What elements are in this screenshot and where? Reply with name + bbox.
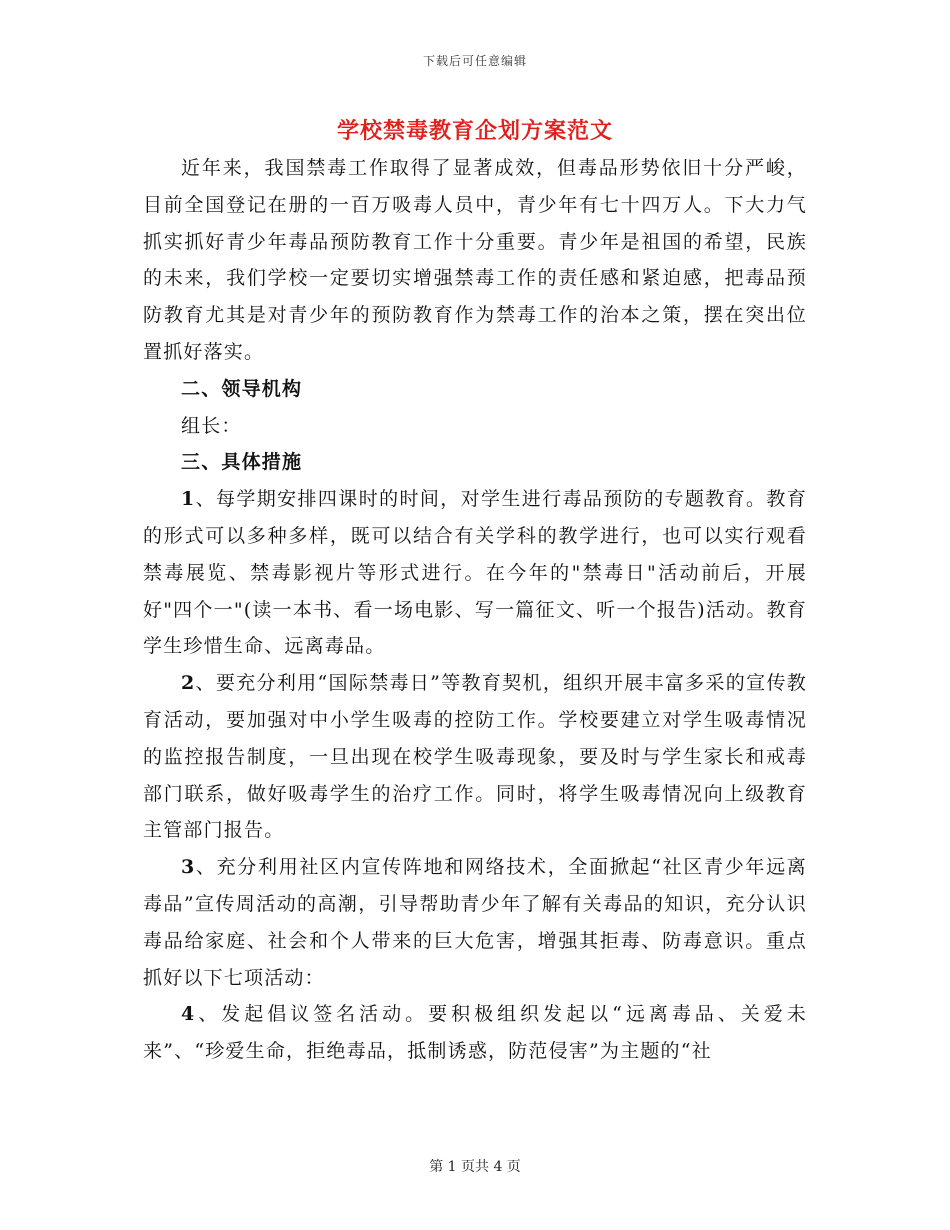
item-text: 、发起倡议签名活动。要积极组织发起以“远离毒品、关爱未来”、“珍爱生命，拒绝毒品，抵制诱惑，防范侵害”为主题的“社	[143, 1003, 807, 1063]
item-number: 3	[181, 856, 196, 879]
measure-item-2	[143, 665, 807, 849]
leader-line: 组长：	[181, 414, 242, 437]
document-body	[143, 150, 807, 1070]
item-number: 2	[181, 672, 196, 695]
item-text: 、充分利用社区内宣传阵地和网络技术，全面掀起“社区青少年远离毒品”宣传周活动的高潮，引导帮助青少年了解有关毒品的知识，充分认识毒品给家庭、社会和个人带来的巨大危害，增强其拒毒、防毒意识。重点抓好以下七项活动：	[143, 856, 807, 989]
measure-item-4	[143, 996, 807, 1070]
measure-item-3	[143, 849, 807, 996]
item-text: 、要充分利用“国际禁毒日”等教育契机，组织开展丰富多采的宣传教育活动，要加强对中小学生吸毒的控防工作。学校要建立对学生吸毒情况的监控报告制度，一旦出现在校学生吸毒现象，要及时与学生家长和戒毒部门联系，做好吸毒学生的治疗工作。同时，将学生吸毒情况向上级教育主管部门报告。	[143, 672, 807, 842]
item-text: 、每学期安排四课时的时间，对学生进行毒品预防的专题教育。教育的形式可以多种多样，既可以结合有关学科的教学进行，也可以实行观看禁毒展览、禁毒影视片等形式进行。在今年的"禁毒日"活动前后，开展好"四个一"(读一本书、看一场电影、写一篇征文、听一个报告)活动。教育学生珍惜生命、远离毒品。	[143, 488, 807, 658]
page-number-footer: 第 1 页共 4 页	[429, 1159, 521, 1175]
section-heading-leadership: 二、领导机构	[181, 377, 303, 400]
section-heading-measures: 三、具体措施	[181, 451, 303, 474]
document-title: 学校禁毒教育企划方案范文	[336, 118, 613, 144]
measure-item-1	[143, 481, 807, 665]
item-number: 4	[181, 1003, 196, 1026]
header-note: 下载后可任意编辑	[422, 54, 527, 68]
intro-paragraph: 近年来，我国禁毒工作取得了显著成效，但毒品形势依旧十分严峻，目前全国登记在册的一百万吸毒人员中，青少年有七十四万人。下大力气抓实抓好青少年毒品预防教育工作十分重要。青少年是祖国的希望，民族的未来，我们学校一定要切实增强禁毒工作的责任感和紧迫感，把毒品预防教育尤其是对青少年的预防教育作为禁毒工作的治本之策，摆在突出位置抓好落实。	[143, 157, 807, 363]
item-number: 1	[181, 488, 196, 511]
